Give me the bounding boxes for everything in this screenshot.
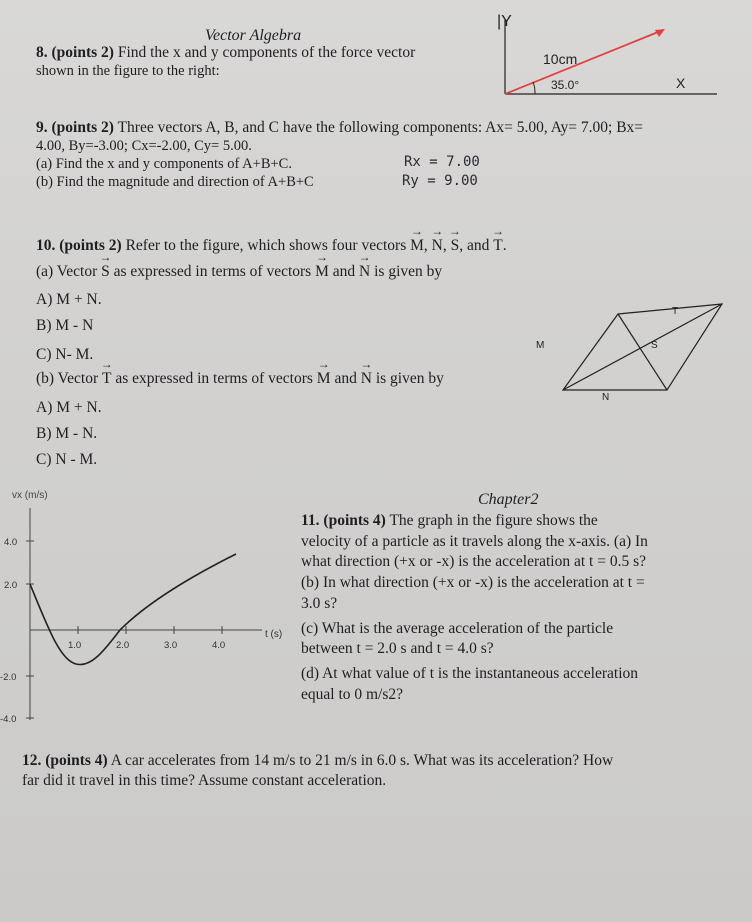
q10-intro-text: Refer to the figure, which shows four vectors — [125, 237, 407, 254]
figure-label-s: S — [651, 340, 658, 351]
q10b-option-a: A) M + N. — [36, 399, 102, 416]
q9-number: 9. — [36, 119, 48, 136]
vector-s: → S — [451, 237, 460, 255]
q10-points: (points 2) — [59, 237, 122, 254]
q9-text: Three vectors A, B, and C have the following components: Ax= 5.00, Ay= 7.00; Bx= — [117, 119, 644, 136]
velocity-time-graph — [0, 488, 300, 723]
q10-part-a-stem: (a) Vector → S as expressed in terms of vectors → M and → N is given by — [36, 263, 442, 281]
ytick-2: 2.0 — [4, 580, 18, 591]
q9-points: (points 2) — [51, 119, 114, 136]
q11-line9: equal to 0 m/s2? — [301, 686, 404, 703]
xtick-1: 1.0 — [68, 640, 82, 651]
figure-label-n: N — [602, 392, 610, 403]
q12-number: 12. — [22, 752, 42, 769]
q11-line3: what direction (+x or -x) is the acceleration at t = 0.5 s? — [301, 553, 647, 570]
q8-points: (points 2) — [51, 44, 114, 61]
xtick-2: 2.0 — [116, 640, 130, 651]
handwritten-rx: Rx = 7.00 — [404, 154, 480, 170]
chapter-title: Chapter2 — [478, 491, 539, 508]
q12-line2: far did it travel in this time? Assume constant acceleration. — [22, 772, 387, 789]
graph-xlabel: t (s) — [265, 629, 283, 640]
q8-line2: shown in the figure to the right: — [36, 63, 220, 79]
handwritten-ry: Ry = 9.00 — [402, 173, 478, 189]
four-vectors-figure — [530, 300, 730, 403]
y-axis-label: |Y — [497, 13, 512, 30]
x-axis-label: X — [676, 75, 686, 91]
page-title: Vector Algebra — [205, 27, 302, 44]
figure-label-t: T — [672, 306, 679, 317]
q12-line1: 12. (points 4) A car accelerates from 14 m/s to 21 m/s in 6.0 s. What was its acceleration? How — [22, 752, 614, 769]
q10-intro: 10. (points 2) Refer to the figure, which shows four vectors → M, → N, → S, and → T. — [36, 237, 507, 255]
q11-points: (points 4) — [323, 512, 386, 529]
vector-m: → M — [410, 237, 424, 255]
ytick-neg4: -4.0 — [0, 714, 17, 725]
q10a-option-b: B) M - N — [36, 317, 94, 334]
q10-number: 10. — [36, 237, 56, 254]
angle-label: 35.0° — [551, 78, 580, 92]
ytick-4: 4.0 — [4, 537, 18, 548]
q10a-option-a: A) M + N. — [36, 291, 102, 308]
vector-t: → T — [493, 237, 502, 255]
q11-line2: velocity of a particle as it travels along the x-axis. (a) In — [301, 533, 648, 550]
q9-line2: 4.00, By=-3.00; Cx=-2.00, Cy= 5.00. — [36, 138, 252, 154]
q8-line1 — [36, 44, 415, 62]
q10b-option-c: C) N - M. — [36, 451, 98, 468]
force-vector-figure — [495, 10, 725, 100]
q9-part-a: (a) Find the x and y components of A+B+C. — [36, 156, 292, 172]
q11-line5: 3.0 s? — [301, 595, 338, 612]
vector-length-label: 10cm — [543, 51, 578, 67]
q11-line4: (b) In what direction (+x or -x) is the acceleration at t = — [301, 574, 645, 591]
q11-line7: between t = 2.0 s and t = 4.0 s? — [301, 640, 494, 657]
q11-line8: (d) At what value of t is the instantaneous acceleration — [301, 665, 639, 682]
vector-n: → N — [432, 237, 443, 255]
q9-part-b: (b) Find the magnitude and direction of A+B+C — [36, 174, 314, 190]
xtick-4: 4.0 — [212, 640, 226, 651]
q11-line6: (c) What is the average acceleration of the particle — [301, 620, 614, 637]
q10b-option-b: B) M - N. — [36, 425, 98, 442]
q11-line1: 11. (points 4) The graph in the figure shows the — [301, 512, 598, 529]
ytick-neg2: -2.0 — [0, 672, 17, 683]
xtick-3: 3.0 — [164, 640, 178, 651]
q9-line1 — [36, 119, 643, 137]
velocity-curve — [30, 554, 236, 665]
q10a-option-c: C) N- M. — [36, 346, 94, 363]
q11-number: 11. — [301, 512, 320, 529]
q10-part-b-stem: (b) Vector → T as expressed in terms of vectors → M and → N is given by — [36, 370, 444, 388]
q12-points: (points 4) — [45, 752, 108, 769]
figure-label-m: M — [536, 340, 545, 351]
graph-ylabel: vx (m/s) — [12, 490, 48, 501]
q8-number: 8. — [36, 44, 48, 61]
q8-text: Find the x and y components of the force vector — [117, 44, 416, 61]
